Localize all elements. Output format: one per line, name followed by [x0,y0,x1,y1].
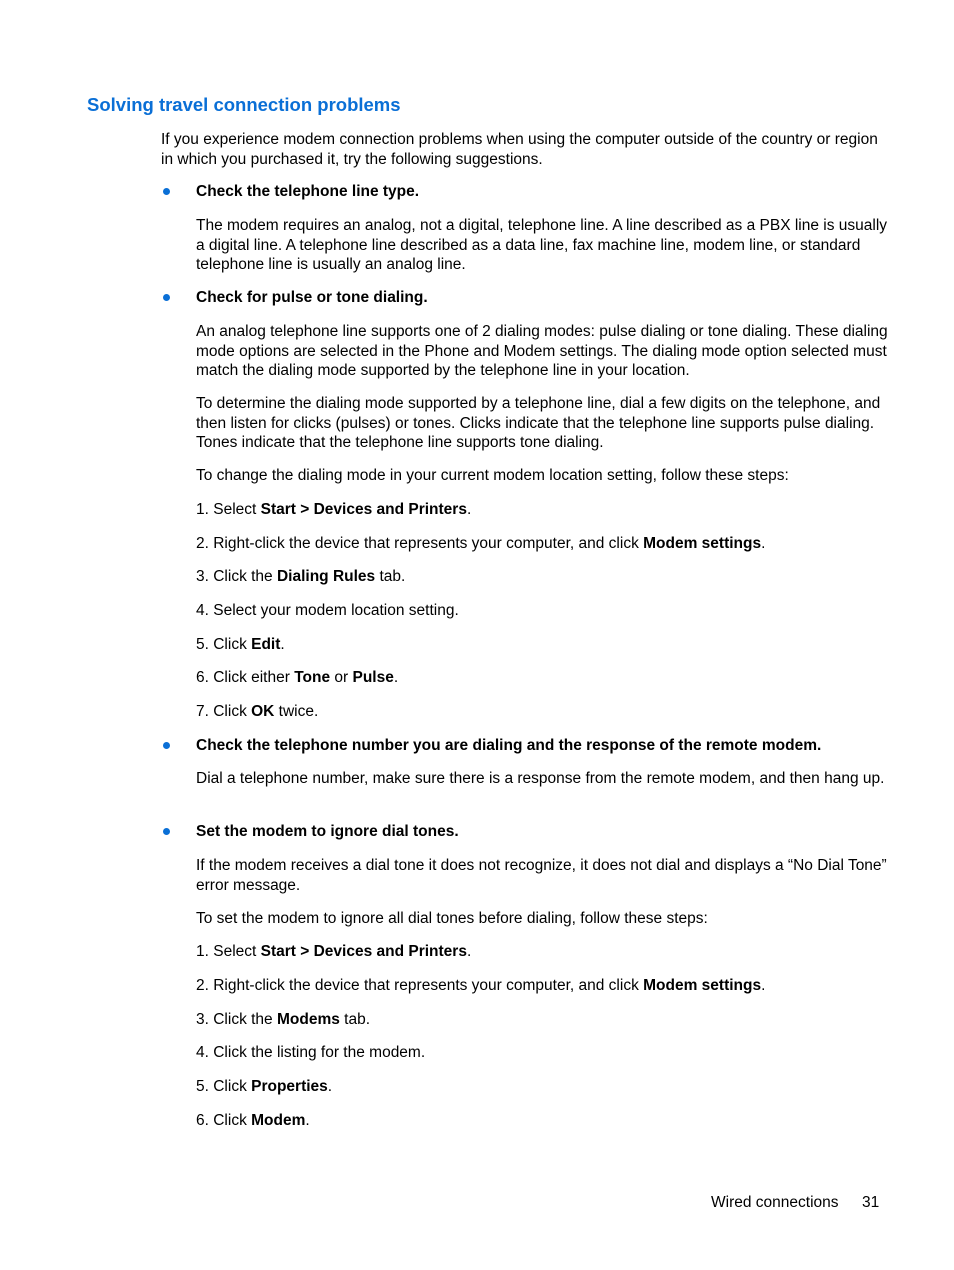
bullet-dot-icon [163,828,170,835]
step-item: 1. Select Start > Devices and Printers. [196,501,472,518]
paragraph-determine-mode: To determine the dialing mode supported by a telephone line, dial a few digits on the telephone, and then listen for clicks (pulses) or tones. Clicks indicate that the telephone line supports pulse dialing. Tones indicate that the telephone line supports tone dialing. [196,395,881,451]
bullet-title-pulse-tone: Check for pulse or tone dialing. [196,289,428,306]
step-item: 6. Click Modem. [196,1112,310,1129]
paragraph-line-type: The modem requires an analog, not a digital, telephone line. A line described as a PBX line is usually a digital line. A telephone line described as a data line, fax machine line, modem line, or standard telephone line is usually an analog line. [196,217,888,273]
step-item: 3. Click the Modems tab. [196,1011,371,1028]
footer-page-number: 31 [862,1194,880,1211]
paragraph-dial-number: Dial a telephone number, make sure there is a response from the remote modem, and then hang up. [196,770,885,787]
step-item: 5. Click Properties. [196,1078,333,1095]
bullet-dot-icon [163,188,170,195]
bullet-title-line-type: Check the telephone line type. [196,183,420,200]
bullet-title-number-response: Check the telephone number you are dialing and the response of the remote modem. [196,737,822,754]
step-item: 2. Right-click the device that represents your computer, and click Modem settings. [196,535,766,552]
step-item: 4. Click the listing for the modem. [196,1044,426,1061]
paragraph-dialing-modes: An analog telephone line supports one of 2 dialing modes: pulse dialing or tone dialing. These dialing mode options are selected in the Phone and Modem settings. The dialing mode option selected must match the dialing mode supported by the telephone line in your location. [196,323,888,379]
paragraph-no-dial-tone: If the modem receives a dial tone it does not recognize, it does not dial and displays a “No Dial Tone” error message. [196,857,887,894]
step-item: 3. Click the Dialing Rules tab. [196,568,406,585]
step-item: 1. Select Start > Devices and Printers. [196,943,472,960]
footer-section-name: Wired connections [711,1194,839,1211]
paragraph-ignore-steps: To set the modem to ignore all dial tones before dialing, follow these steps: [196,910,708,927]
step-item: 6. Click either Tone or Pulse. [196,669,399,686]
step-item: 7. Click OK twice. [196,703,319,720]
bullet-title-ignore-tones: Set the modem to ignore dial tones. [196,823,459,840]
bullet-dot-icon [163,742,170,749]
bullet-dot-icon [163,294,170,301]
step-item: 4. Select your modem location setting. [196,602,459,619]
step-item: 2. Right-click the device that represents your computer, and click Modem settings. [196,977,766,994]
section-heading: Solving travel connection problems [87,94,401,115]
intro-paragraph: If you experience modem connection problems when using the computer outside of the country or region in which you purchased it, try the following suggestions. [161,131,878,168]
step-item: 5. Click Edit. [196,636,285,653]
paragraph-change-mode: To change the dialing mode in your current modem location setting, follow these steps: [196,467,789,484]
